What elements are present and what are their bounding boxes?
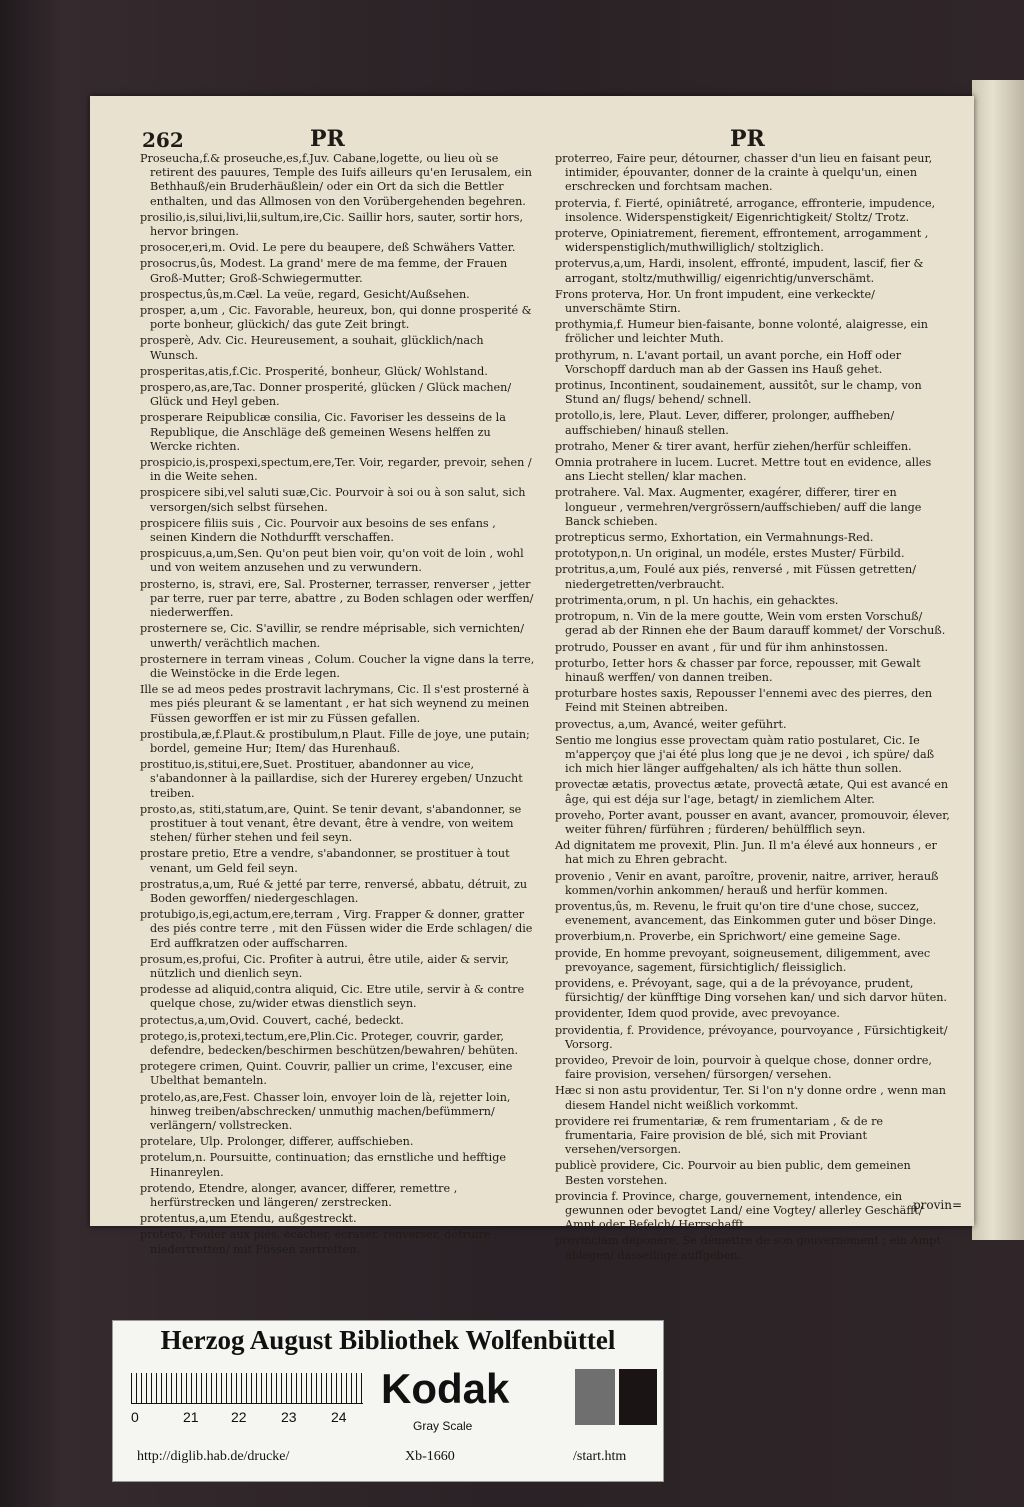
dictionary-entry: protinus, Incontinent, soudainement, aussitôt, sur le champ, von Stund an/ flugs/ behend/ schnell. [555, 379, 922, 407]
dictionary-entry: providere rei frumentariæ, & rem frumentariam , & de re frumentaria, Faire provision de blé, sich mit Proviant versehen/versorgen. [555, 1114, 884, 1157]
dictionary-entry: protegere crimen, Quint. Couvrir, pallier un crime, l'excuser, eine Ubelthat bemanteln. [140, 1060, 513, 1088]
dictionary-entry: prothyrum, n. L'avant portail, un avant porche, ein Hoff oder Vorschopff darduch man ab der Gassen ins Hauß gehet. [555, 348, 902, 376]
dictionary-entry: Ad dignitatem me provexit, Plin. Jun. Il m'a élevé aux honneurs , er hat mich zu Ehren gebracht. [555, 839, 937, 867]
dictionary-entry: Frons proterva, Hor. Un front impudent, eine verkeckte/ unverschämte Stirn. [555, 287, 875, 316]
dictionary-entry: prospectus,ûs,m.Cæl. La veüe, regard, Gesicht/Außsehen. [140, 287, 470, 301]
dictionary-page [90, 96, 974, 1262]
dictionary-entry: protego,is,protexi,tectum,ere,Plin.Cic. Proteger, couvrir, garder, defendre, bedecken/beschirmen beschützen/bewahren/ behüten. [140, 1029, 519, 1057]
scale-ruler [131, 1373, 363, 1404]
gray-scale-label: Gray Scale [413, 1419, 473, 1433]
dictionary-entry: provenio , Venir en avant, paroître, provenir, naitre, arriver, herauß kommen/vorhin ankommen/ herauß und herfür kommen. [555, 869, 939, 897]
dictionary-entry: prostibula,æ,f.Plaut.& prostibulum,n Plaut. Fille de joye, une putain; bordel, gemeine Hur; Item/ das Hurenhauß. [140, 727, 530, 755]
dictionary-entry: publicè providere, Cic. Pourvoir au bien public, dem gemeinen Besten vorstehen. [555, 1159, 911, 1187]
dictionary-entry: prosternere se, Cic. S'avillir, se rendre méprisable, sich vernichten/ unwerth/ verächtlich machen. [140, 622, 525, 650]
dictionary-entry: proturbo, Ietter hors & chasser par force, repousser, mit Gewalt hinauß werffen/ von dannen treiben. [555, 656, 921, 684]
dictionary-entry: prosocer,eri,m. Ovid. Le pere du beaupere, deß Schwähers Vatter. [140, 241, 516, 255]
black-patch [619, 1369, 657, 1425]
dictionary-entry: providenter, Idem quod provide, avec prevoyance. [555, 1007, 840, 1021]
dictionary-entry: prodesse ad aliquid,contra aliquid, Cic. Etre utile, servir à & contre quelque chose, zu/wider etwas dienstlich seyn. [140, 983, 525, 1011]
dictionary-entry: prosternere in terram vineas , Colum. Coucher la vigne dans la terre, die Weinstöcke in die Erde legen. [140, 652, 535, 680]
ruler-label: 0 [131, 1409, 139, 1425]
dictionary-entry: protervus,a,um, Hardi, insolent, effronté, impudent, lascif, fier & arrogant, stoltz/muthwillig/ eigenrichtig/unverschämt. [555, 257, 924, 285]
ruler-label: 23 [281, 1409, 297, 1425]
dictionary-entry: prostituo,is,stitui,ere,Suet. Prostituer, abandonner au vice, s'abandonner à la paillardise, sich der Hurerey ergeben/ Unzucht treiben. [140, 758, 523, 800]
dictionary-entry: providens, e. Prévoyant, sage, qui a de la prévoyance, prudent, fürsichtig/ der künfftige Ding vorsehen kan/ und sich darvor hüten. [555, 976, 947, 1005]
dictionary-entry: protrudo, Pousser en avant , für und für ihm anhinstossen. [555, 640, 889, 654]
scale-card [112, 1320, 664, 1482]
dictionary-entry: protectus,a,um,Ovid. Couvert, caché, bedeckt. [140, 1013, 404, 1027]
ruler-label: 24 [331, 1409, 347, 1425]
gray-patch [575, 1369, 615, 1425]
dictionary-entry: protollo,is, lere, Plaut. Lever, differer, prolonger, auffheben/ auffschieben/ hinauß stellen. [555, 409, 895, 437]
dictionary-entry: protropum, n. Vin de la mere goutte, Wein vom ersten Vorschuß/ gerad ab der Rinnen ehe der Baum darauff kommet/ der Vorschuß. [555, 610, 946, 638]
library-name: Herzog August Bibliothek Wolfenbüttel [160, 1325, 616, 1355]
dictionary-entry: protrepticus sermo, Exhortation, ein Vermahnungs-Red. [555, 531, 874, 545]
dictionary-entry: protraho, Mener & tirer avant, herfür ziehen/herfür schleiffen. [555, 439, 912, 453]
dictionary-entry: prospicere filiis suis , Cic. Pourvoir aux besoins de ses enfans , seinen Kindern die Nothdurfft verschaffen. [140, 516, 496, 545]
dictionary-entry: prostare pretio, Etre a vendre, s'abandonner, se prostituer à tout venant, um Geld feil seyn. [140, 847, 510, 875]
running-head-right: PR [730, 126, 765, 152]
dictionary-entry: prosum,es,profui, Cic. Profiter à autrui, être utile, aider & servir, nützlich und dienlich seyn. [140, 952, 509, 980]
dictionary-entry: providentia, f. Providence, prévoyance, pourvoyance , Fürsichtigkeit/ Vorsorg. [555, 1023, 948, 1051]
dictionary-entry: protelo,as,are,Fest. Chasser loin, envoyer loin de là, rejetter loin, hinweg treiben/abschrecken/ unmuthig machen/befümmern/ verlängern/ vollstrecken. [140, 1090, 511, 1132]
dictionary-entry: provideo, Prevoir de loin, pourvoir à quelque chose, donner ordre, faire provision, versehen/ fürsorgen/ versehen. [555, 1053, 932, 1082]
dictionary-entry: prosperitas,atis,f.Cic. Prosperité, bonheur, Glück/ Wohlstand. [140, 364, 488, 378]
dictionary-entry: provectæ ætatis, provectus ætate, provectâ ætate, Qui est avancé en âge, qui est déja sur l'age, betagt/ in ziemlichem Alter. [555, 778, 949, 806]
dictionary-entry: protero, Fouler aux piés, écacher, écraser, renverser, détruire , niedertretten/ mit Füssen zertretten. [140, 1228, 498, 1256]
dictionary-entry: protubigo,is,egi,actum,ere,terram , Virg. Frapper & donner, gratter des piés contre terre , mit den Füssen wider die Erde schlagen/ die Erd auffkratzen oder auffscharren. [140, 908, 533, 950]
dictionary-entry: Omnia protrahere in lucem. Lucret. Mettre tout en evidence, alles ans Liecht stellen/ klar machen. [555, 456, 932, 484]
dictionary-entry: protelum,n. Poursuitte, continuation; das ernstliche und hefftige Hinanreylen. [140, 1151, 507, 1179]
next-page-edge [972, 80, 1024, 1240]
source-url: http://diglib.hab.de/drucke/ [137, 1449, 290, 1464]
dictionary-entry: Ille se ad meos pedes prostravit lachrymans, Cic. Il s'est prosterné à mes piés pleurant & se lamentant , er hat sich weynend zu meinen Füssen geworffen er ist mir zu Füssen gefallen. [140, 683, 530, 725]
dictionary-entry: prosperè, Adv. Cic. Heureusement, a souhait, glücklich/nach Wunsch. [140, 334, 484, 362]
ruler-label: 21 [183, 1409, 199, 1425]
dictionary-entry: prosterno, is, stravi, ere, Sal. Prosterner, terrasser, renverser , jetter par terre, ruer par terre, abattre , zu Boden schlagen oder werffen/ niederwerffen. [140, 577, 534, 620]
dictionary-entry: proverbium,n. Proverbe, ein Sprichwort/ eine gemeine Sage. [555, 930, 901, 944]
dictionary-entry: proterve, Opiniatrement, fierement, effrontement, arrogamment , widerspenstiglich/muthwilliglich/ stoltziglich. [555, 227, 929, 255]
ruler-label: 22 [231, 1409, 247, 1425]
start-path: /start.htm [573, 1449, 627, 1464]
kodak-logo: Kodak [381, 1365, 510, 1412]
dictionary-entry: protritus,a,um, Foulé aux piés, renversé , mit Füssen getretten/ niedergetretten/verbraucht. [555, 563, 917, 591]
shelfmark: Xb-1660 [405, 1449, 455, 1464]
dictionary-entry: prospicere sibi,vel saluti suæ,Cic. Pourvoir à soi ou à son salut, sich versorgen/sich selbst fürsehen. [140, 486, 526, 514]
left-column [140, 152, 535, 1259]
dictionary-entry: prostratus,a,um, Rué & jetté par terre, renversé, abbatu, détruit, zu Boden geworffen/ niedergeschlagen. [140, 877, 528, 905]
right-column [555, 152, 950, 1265]
dictionary-entry: prothymia,f. Humeur bien-faisante, bonne volonté, alaigresse, ein frölicher und leichter Muth. [555, 318, 928, 346]
dictionary-entry: Proseucha,f.& proseuche,es,f.Juv. Cabane,logette, ou lieu où se retirent des pauures, Temple des Iuifs ailleurs qu'en Ierusalem, ein Bethhauß/ein Bruderhäußlein/ oder ein Ort da sich die Bettler enthalten, und das Allmosen von den Vorübergehenden begehren. [140, 152, 532, 208]
dictionary-entry: provectus, a,um, Avancé, weiter geführt. [555, 717, 787, 731]
dictionary-entry: prosilio,is,silui,livi,lii,sultum,ire,Cic. Saillir hors, sauter, sortir hors, hervor bringen. [140, 210, 524, 239]
dictionary-entry: protervia, f. Fierté, opiniâtreté, arrogance, effronterie, impudence, insolence. Widerspenstigkeit/ Eigenrichtigkeit/ Stoltz/ Trotz. [555, 196, 936, 224]
dictionary-entry: prosper, a,um , Cic. Favorable, heureux, bon, qui donne prosperité & porte bonheur, glückich/ das gute Zeit bringt. [140, 304, 532, 332]
dictionary-entry: prosto,as, stiti,statum,are, Quint. Se tenir devant, s'abandonner, se prostituer à tout venant, être devant, être à vendre, von weitem stehen/ fürher stehen und feil seyn. [140, 802, 522, 845]
dictionary-entry: prosperare Reipublicæ consilia, Cic. Favoriser les desseins de la Republique, die Anschläge deß gemeinen Wesens helffen zu Wercke richten. [140, 411, 506, 453]
dictionary-entry: prospicio,is,prospexi,spectum,ere,Ter. Voir, regarder, prevoir, sehen / in die Weite sehen. [140, 456, 532, 484]
dictionary-entry: proterreo, Faire peur, détourner, chasser d'un lieu en faisant peur, intimider, épouvanter, donner de la crainte à quelqu'un, einen erschrecken und forchtsam machen. [555, 152, 933, 194]
dictionary-entry: proveho, Porter avant, pousser en avant, avancer, promouvoir, élever, weiter führen/ fürführen ; fürderen/ behülfflich seyn. [555, 808, 950, 836]
dictionary-entry: proventus,ûs, m. Revenu, le fruit qu'on tire d'une chose, succez, evenement, avancement, das Einkommen guter und böser Dinge. [555, 899, 937, 928]
dictionary-entry: protentus,a,um Etendu, außgestreckt. [140, 1212, 357, 1226]
dictionary-entry: protendo, Etendre, alonger, avancer, differer, remettre , herfürstrecken und längeren/ zerstrecken. [140, 1181, 458, 1210]
dictionary-entry: provinciam deponere, Se démettre de son gouvernement ; ein Ampt ablegen/ dasselbige auffgeben. [555, 1234, 941, 1262]
dictionary-entry: protrahere. Val. Max. Augmenter, exagérer, differer, tirer en longueur , vermehren/vergrössern/auffschieben/ auff die lange Banck schieben. [555, 486, 922, 528]
page-number: 262 [142, 128, 184, 152]
catchword: provin= [912, 1198, 962, 1212]
dictionary-entry: Hæc si non astu providentur, Ter. Si l'on n'y donne ordre , wenn man diesem Handel nicht weißlich vorkommt. [555, 1084, 946, 1112]
running-head-left: PR [310, 126, 345, 152]
dictionary-entry: protrimenta,orum, n pl. Un hachis, ein gehacktes. [555, 593, 839, 607]
dictionary-entry: prospero,as,are,Tac. Donner prosperité, glücken / Glück machen/ Glück und Heyl geben. [140, 381, 512, 409]
dictionary-entry: prosocrus,ûs, Modest. La grand' mere de ma femme, der Frauen Groß-Mutter; Groß-Schwiegermutter. [140, 257, 508, 285]
dictionary-entry: protelare, Ulp. Prolonger, differer, auffschieben. [140, 1135, 414, 1149]
dictionary-entry: provide, En homme prevoyant, soigneusement, diligemment, avec prevoyance, sagement, fürsichtiglich/ fleissiglich. [555, 946, 931, 974]
dictionary-entry: prototypon,n. Un original, un modéle, erstes Muster/ Fürbild. [555, 547, 905, 561]
dictionary-entry: provincia f. Province, charge, gouvernement, intendence, ein gewunnen oder bevogtet Land/ eine Vogtey/ allerley Geschäfft/ Ampt oder Befelch/ Herrschafft. [555, 1189, 923, 1232]
dictionary-entry: prospicuus,a,um,Sen. Qu'on peut bien voir, qu'on voit de loin , wohl und von weitem anzusehen und zu verwundern. [140, 547, 524, 575]
dictionary-entry: proturbare hostes saxis, Repousser l'ennemi avec des pierres, den Feind mit Steinen abtreiben. [555, 687, 933, 715]
dictionary-entry: Sentio me longius esse provectam quàm ratio postularet, Cic. Ie m'apperçoy que j'ai été plus long que je ne devoi , ich spüre/ daß ich mich hier länger auffgehalten/ als ich hätte thun sollen. [555, 733, 935, 776]
